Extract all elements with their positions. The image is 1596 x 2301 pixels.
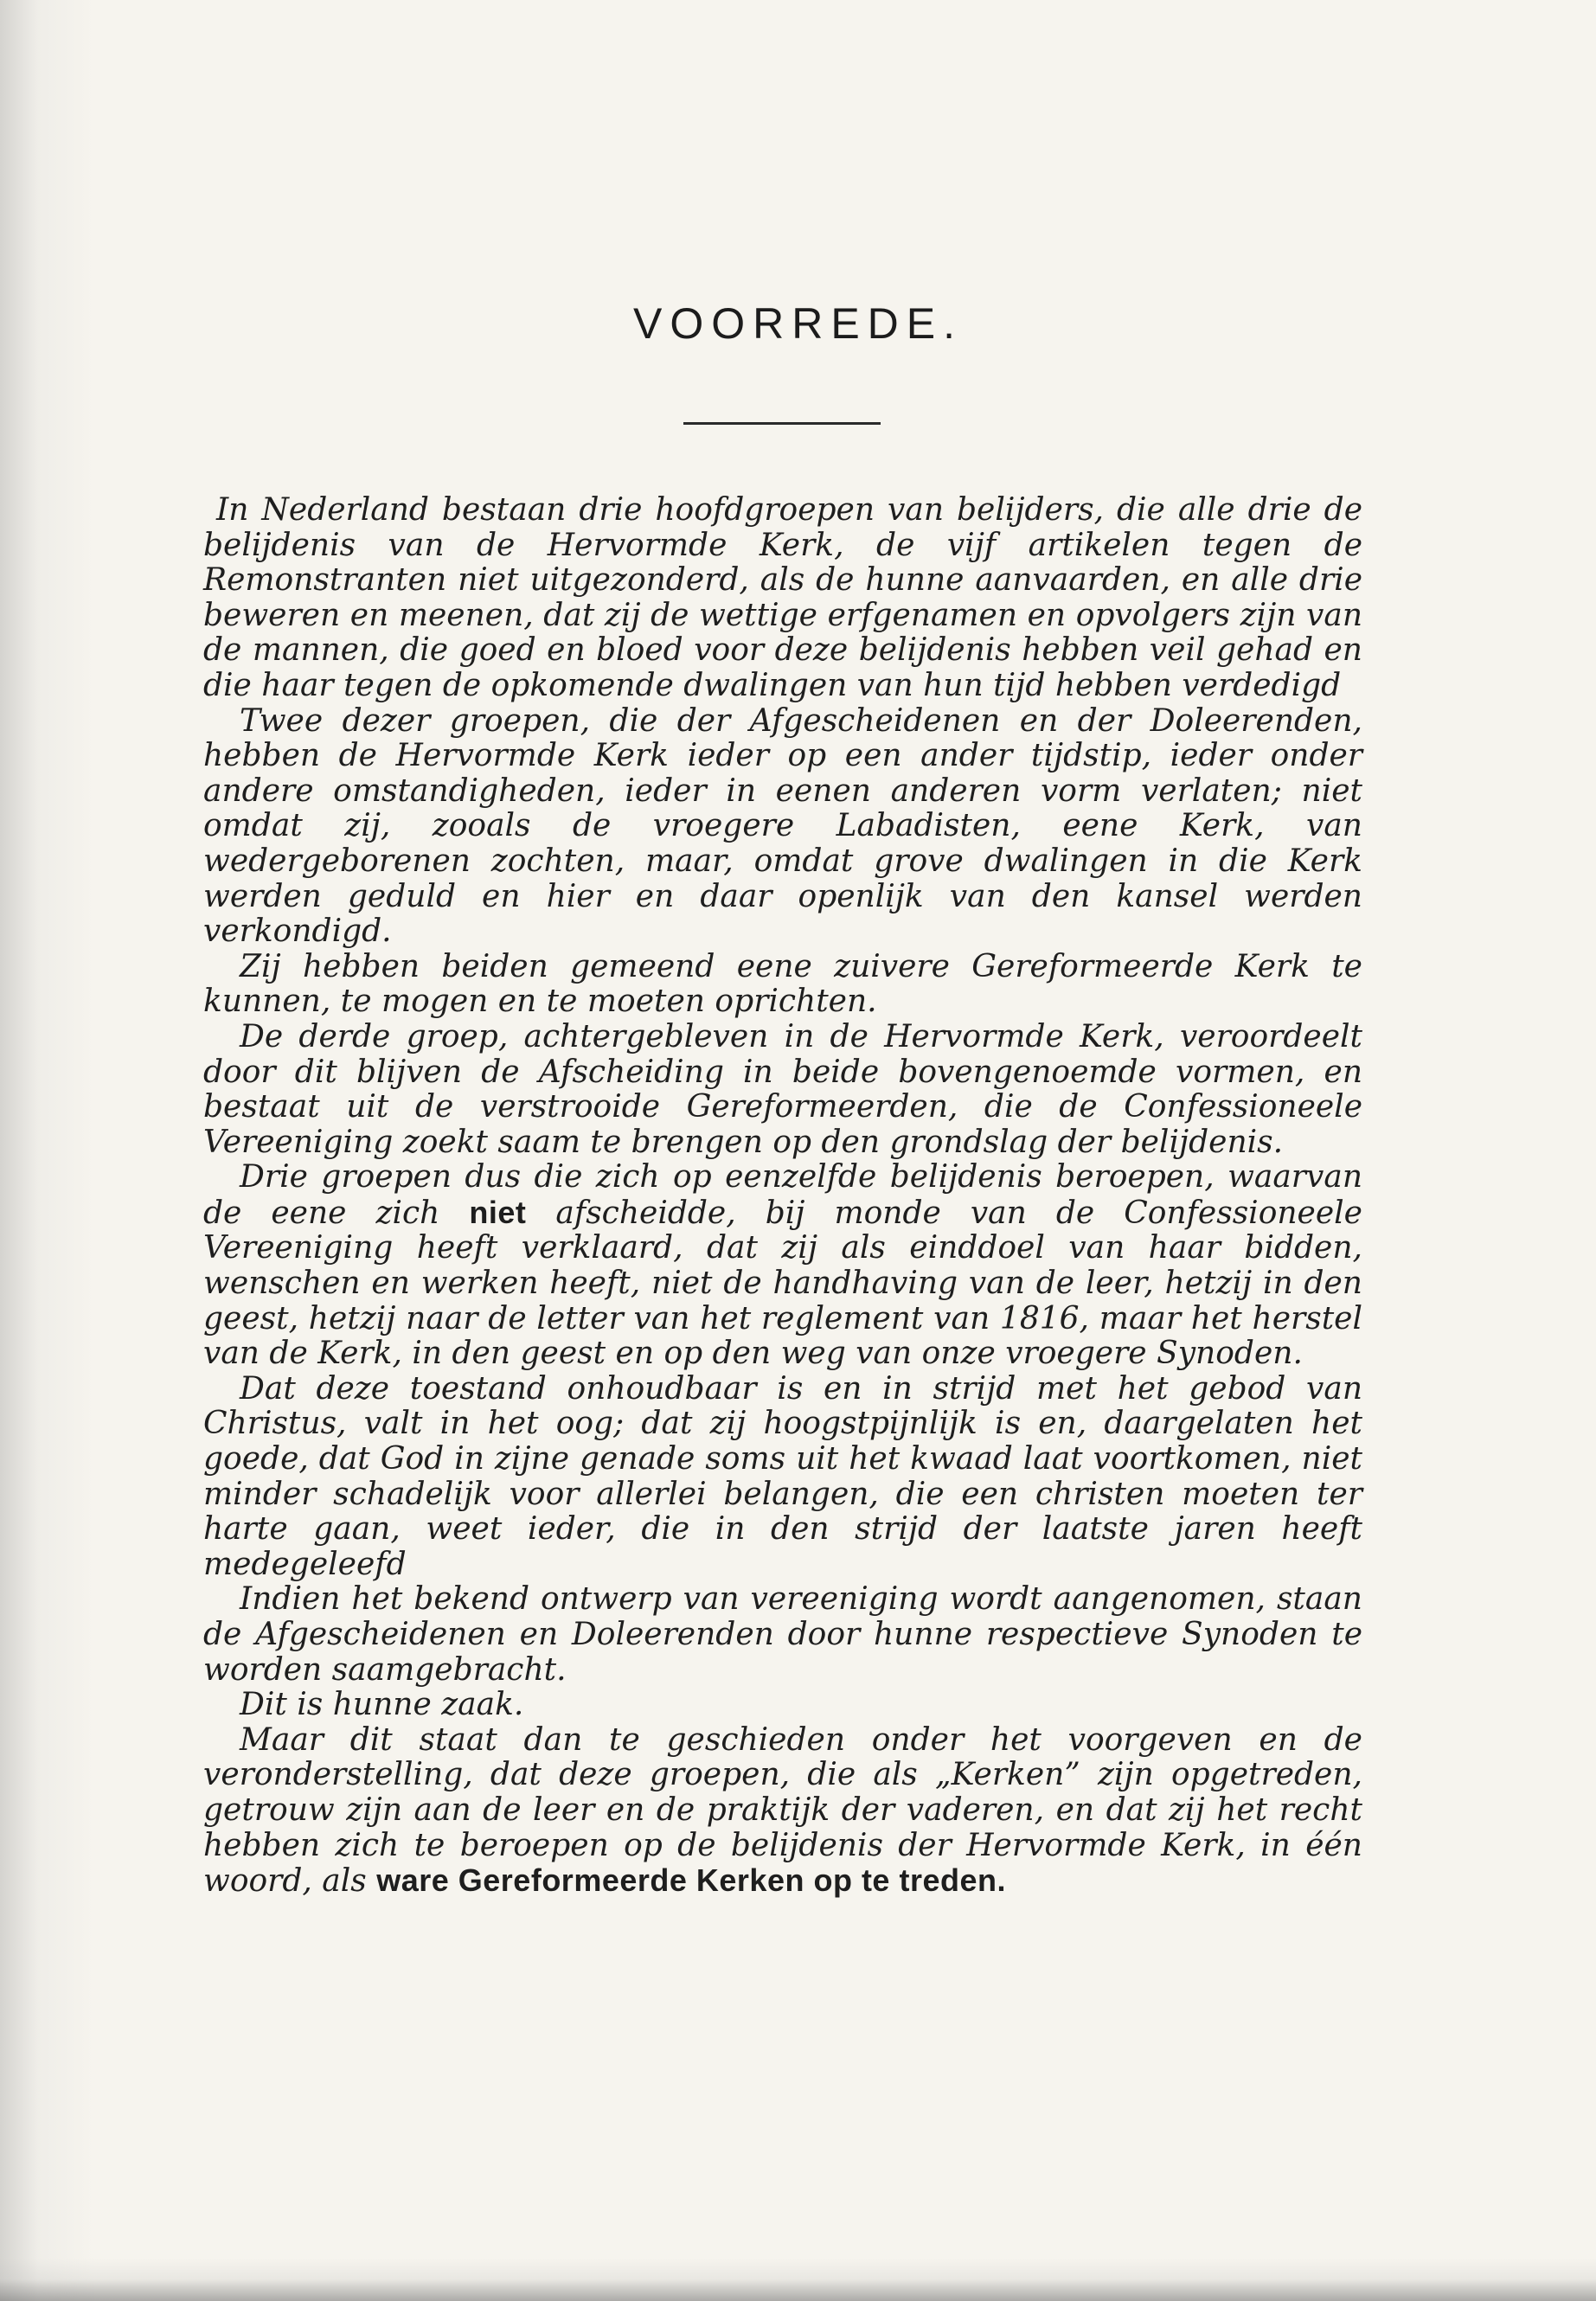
body-text (203, 493, 1362, 1900)
paragraph: In Nederland bestaan drie hoofdgroepen van belijders, die alle drie de belijdenis van de Hervormde Kerk, de vijf artikelen tegen de Remonstranten niet uitgezonderd, als de hunne aanvaarden, en alle drie beweren en meenen, dat zij de wettige erfgenamen en opvolgers zijn van de mannen, die goed en bloed voor deze belijdenis hebben veil gehad en die haar tegen de opkomende dwalingen van hun tijd hebben verdedigd (203, 492, 1362, 703)
text-run: Drie groepen dus die zich op eenzelfde belijdenis beroepen, waarvan de eene zich (203, 1159, 1362, 1231)
paragraph: Zij hebben beiden gemeend eene zuivere Gereformeerde Kerk te kunnen, te mogen en te moeten oprichten. (203, 948, 1362, 1020)
title-rule (683, 422, 881, 425)
paragraph: Indien het bekend ontwerp van vereeniging wordt aangenomen, staan de Afgescheidenen en Doleerenden door hunne respectieve Synoden te worden saamgebracht. (203, 1581, 1362, 1688)
paragraph: Dit is hunne zaak. (240, 1687, 524, 1723)
emphasis-phrase: ware Gereformeerde Kerken op te treden. (376, 1862, 1006, 1899)
page-title: VOORREDE. (632, 299, 964, 348)
paragraph: Twee dezer groepen, die der Afgescheidenen en der Doleerenden, hebben de Hervormde Kerk ieder op een ander tijdstip, ieder onder andere omstandigheden, ieder in eenen anderen vorm verlaten; niet omdat zij, zooals de vroegere Labadisten, eene Kerk, van wedergeborenen zochten, maar, omdat grove dwalingen in die Kerk werden geduld en hier en daar openlijk van den kansel werden verkondigd. (203, 702, 1362, 950)
text-run: afscheidde, bij monde van de Confessioneele Vereeniging heeft verklaard, dat zij als einddoel van haar bidden, wenschen en werken heeft, niet de handhaving van de leer, hetzij in den geest, hetzij naar de letter van het reglement van 1816, maar het herstel van de Kerk, in den geest en op den weg van onze vroegere Synoden. (203, 1195, 1362, 1372)
paragraph: Dat deze toestand onhoudbaar is en in strijd met het gebod van Christus, valt in het oog; dat zij hoogstpijnlijk is en, daargelaten het goede, dat God in zijne genade soms uit het kwaad laat voortkomen, niet minder schadelijk voor allerlei belangen, die een christen moeten ter harte gaan, weet ieder, die in den strijd der laatste jaren heeft medegeleefd (203, 1370, 1362, 1582)
paragraph: De derde groep, achtergebleven in de Hervormde Kerk, veroordeelt door dit blijven de Afscheiding in beide bovengenoemde vormen, en bestaat uit de verstrooide Gereformeerden, die de Confessioneele Vereeniging zoekt saam te brengen op den grondslag der belijdenis. (203, 1018, 1362, 1160)
text-run: Maar dit staat dan te geschieden onder het voorgeven en de veronderstelling, dat deze groepen, die als „Kerken” zijn opgetreden, getrouw zijn aan de leer en de praktijk der vaderen, en dat zij het recht hebben zich te beroepen op de belijdenis der Hervormde Kerk, in één woord, als (203, 1721, 1362, 1900)
paragraph (203, 1160, 1362, 1372)
emphasis-word: niet (469, 1194, 527, 1230)
scan-bottom-shadow (0, 2258, 1596, 2301)
paragraph (203, 1723, 1362, 1900)
